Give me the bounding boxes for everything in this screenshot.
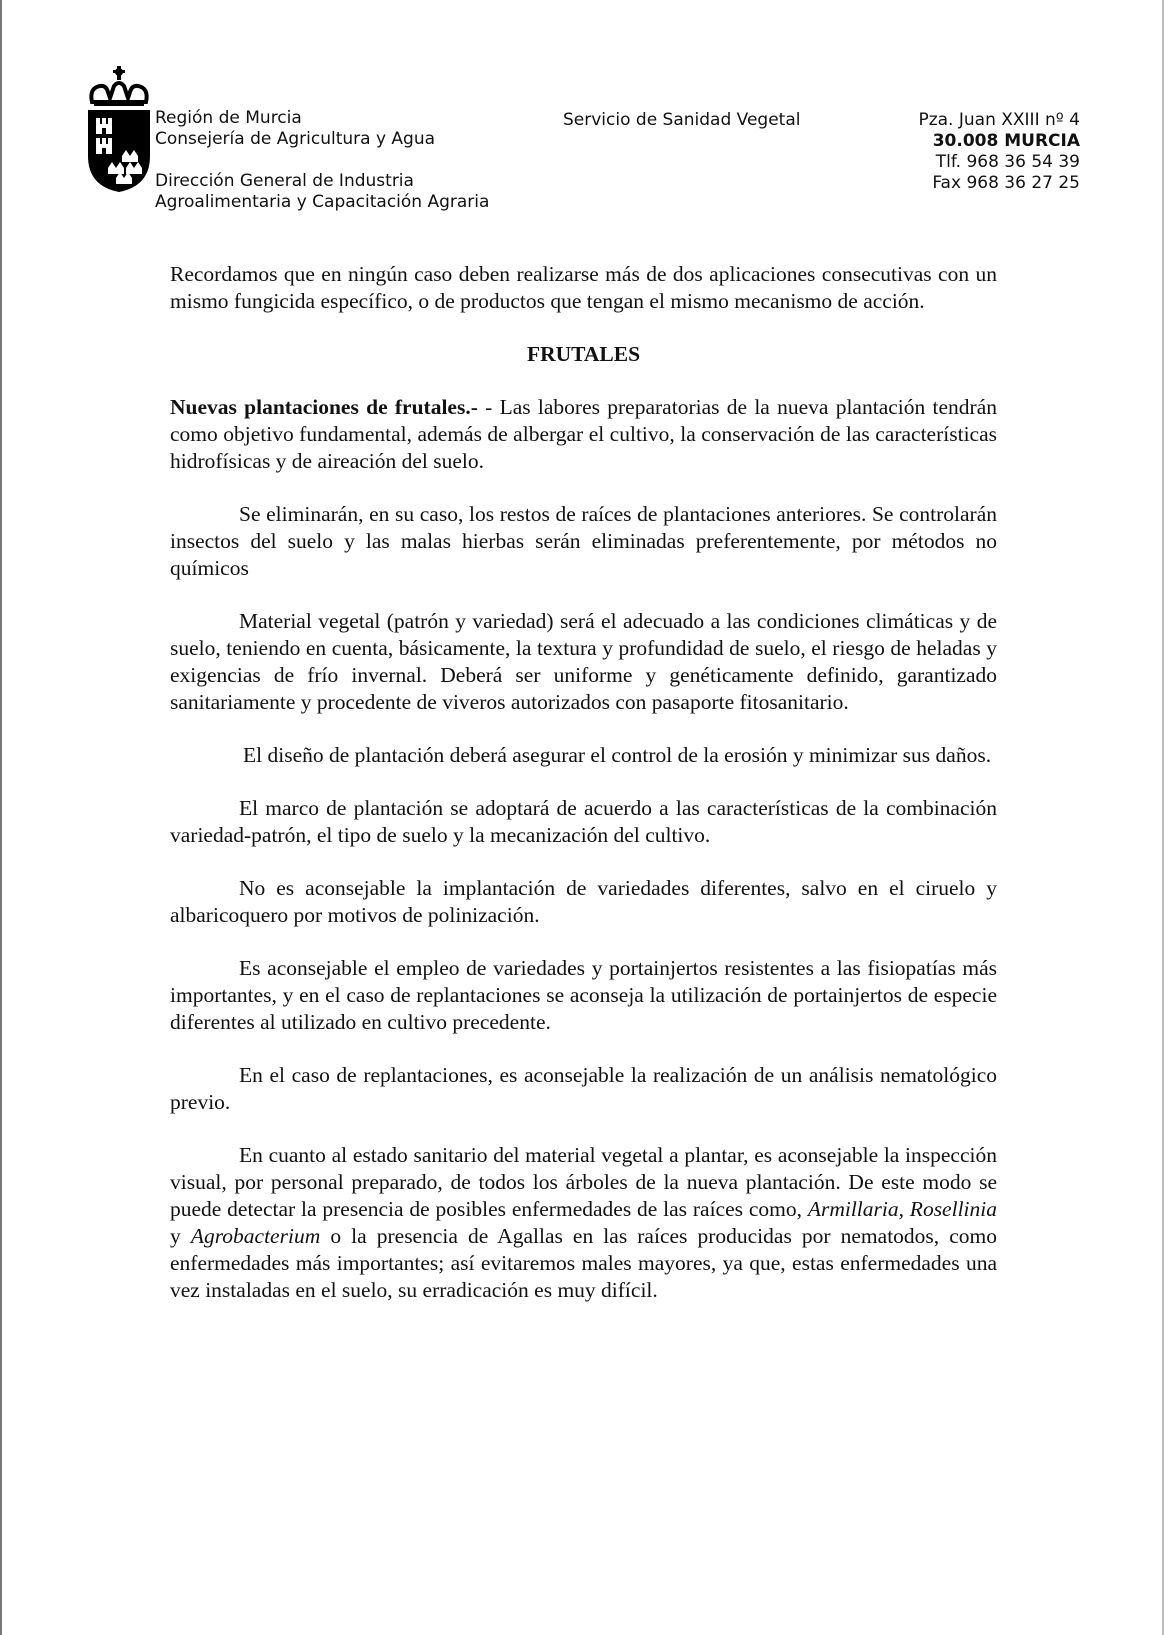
directorate-line-2: Agroalimentaria y Capacitación Agraria bbox=[155, 192, 490, 212]
letterhead bbox=[2, 0, 1164, 240]
paragraph-lead-bold: Nuevas plantaciones de frutales.- bbox=[170, 395, 478, 419]
region-name: Región de Murcia bbox=[155, 108, 302, 128]
paragraph-text: En cuanto al estado sanitario del material vegetal a plantar, es aconsejable la inspección visual, por personal preparado, de todos los árboles de la nueva plantación. De este modo se puede detectar la presencia de posibles enfermedades de las raíces como, bbox=[170, 1143, 997, 1221]
paragraph-text: y bbox=[170, 1224, 191, 1248]
paragraph-text: - Las labores preparatorias de la nueva plantación tendrán como objetivo fundamental, además de albergar el cultivo, la conservación de las características hidrofísicas y de aireación del suelo. bbox=[170, 395, 998, 473]
paragraph-plantation-frame: El marco de plantación se adoptará de acuerdo a las características de la combinación variedad-patrón, el tipo de suelo y la mecanización del cultivo. bbox=[170, 796, 997, 847]
pathogen-names: Armillaria, Rosellinia bbox=[807, 1197, 997, 1221]
paragraph-text: o la presencia de Agallas en las raíces producidas por nematodos, como enfermedades más importantes; así evitaremos males mayores, ya que, estas enfermedades una vez instaladas en el suelo, su erradicación es muy difícil. bbox=[170, 1224, 998, 1302]
intro-paragraph: Recordamos que en ningún caso deben realizarse más de dos aplicaciones consecutivas con un mismo fungicida específico, o de productos que tengan el mismo mecanismo de acción. bbox=[170, 262, 997, 313]
paragraph-rootstocks: Es aconsejable el empleo de variedades y portainjertos resistentes a las fisiopatías más importantes, y en el caso de replantaciones se aconseja la utilización de portainjertos de especie diferentes al utilizado en cultivo precedente. bbox=[170, 956, 997, 1034]
institution-name bbox=[155, 108, 435, 150]
paragraph-plant-material: Material vegetal (patrón y variedad) será el adecuado a las condiciones climáticas y de suelo, teniendo en cuenta, básicamente, la textura y profundidad de suelo, el riesgo de heladas y exigencias de frío invernal. Deberá ser uniforme y genéticamente definido, garantizado sanitariamente y procedente de viveros autorizados con pasaporte fitosanitario. bbox=[170, 609, 997, 714]
directorate-line-1: Dirección General de Industria bbox=[155, 171, 414, 191]
address-phone: Tlf. 968 36 54 39 bbox=[935, 152, 1080, 172]
paragraph-root-removal: Se eliminarán, en su caso, los restos de raíces de plantaciones anteriores. Se controlarán insectos del suelo y las malas hierbas serán eliminadas preferentemente, por métodos no químicos bbox=[170, 502, 997, 580]
department-name: Consejería de Agricultura y Agua bbox=[155, 129, 436, 149]
section-heading: FRUTALES bbox=[526, 342, 641, 366]
paragraph-plantation-design: El diseño de plantación deberá asegurar el control de la erosión y minimizar sus daños. bbox=[243, 743, 992, 767]
paragraph-new-plantations bbox=[170, 394, 997, 475]
region-coat-of-arms-logo bbox=[86, 64, 152, 194]
document-body bbox=[170, 261, 997, 1330]
paragraph-varieties: No es aconsejable la implantación de variedades diferentes, salvo en el ciruelo y albaricoquero por motivos de polinización. bbox=[170, 876, 997, 927]
service-name: Servicio de Sanidad Vegetal bbox=[563, 110, 801, 130]
address-street: Pza. Juan XXIII nº 4 bbox=[918, 110, 1080, 130]
address-fax: Fax 968 36 27 25 bbox=[932, 173, 1080, 193]
paragraph-sanitary-state bbox=[170, 1142, 997, 1304]
pathogen-name: Agrobacterium bbox=[190, 1224, 321, 1248]
contact-address bbox=[918, 110, 1080, 194]
paragraph-nematode-analysis: En el caso de replantaciones, es aconsejable la realización de un análisis nematológico previo. bbox=[170, 1063, 997, 1114]
directorate-name bbox=[155, 171, 489, 213]
address-city: 30.008 MURCIA bbox=[932, 131, 1080, 151]
